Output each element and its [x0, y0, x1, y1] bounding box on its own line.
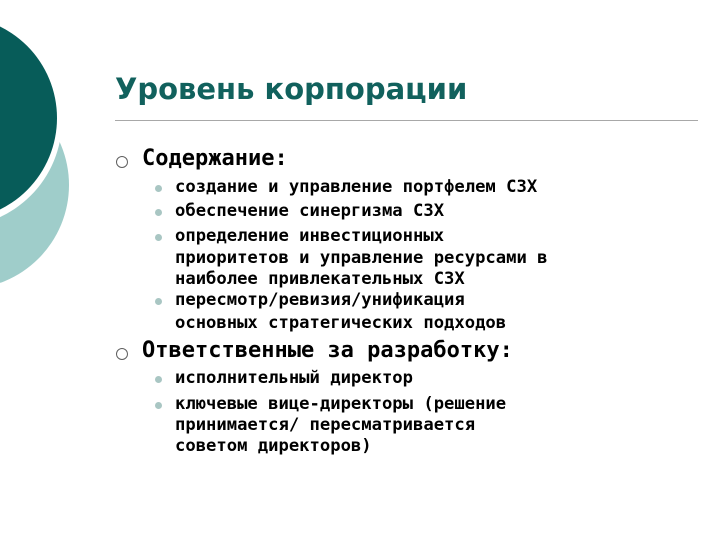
list-item-line: пересмотр/ревизия/унификация [175, 290, 465, 310]
list-bullet-icon [155, 209, 162, 216]
list-item-line: принимается/ пересматривается [175, 415, 476, 435]
title-divider [115, 120, 698, 121]
list-item-line: приоритетов и управление ресурсами в [175, 248, 548, 268]
list-item-line: основных стратегических подходов [175, 313, 507, 333]
list-bullet-icon [155, 234, 162, 241]
list-bullet-icon [155, 185, 162, 192]
list-item-line: обеспечение синергизма СЗХ [175, 201, 445, 221]
section-heading-content: Содержание: [142, 146, 288, 171]
section-heading-responsible: Ответственные за разработку: [142, 338, 513, 363]
section-bullet-ring-icon [116, 156, 128, 168]
list-bullet-icon [155, 298, 162, 305]
list-item-line: наиболее привлекательных СЗХ [175, 269, 465, 289]
list-bullet-icon [155, 402, 162, 409]
list-item-line: создание и управление портфелем СЗХ [175, 177, 538, 197]
list-item-line: ключевые вице-директоры (решение [175, 394, 507, 414]
list-bullet-icon [155, 376, 162, 383]
section-bullet-ring-icon [116, 348, 128, 360]
list-item-line: исполнительный директор [175, 368, 413, 388]
slide-title: Уровень корпорации [115, 72, 468, 106]
list-item-line: определение инвестиционных [175, 226, 445, 246]
list-item-line: советом директоров) [175, 436, 372, 456]
